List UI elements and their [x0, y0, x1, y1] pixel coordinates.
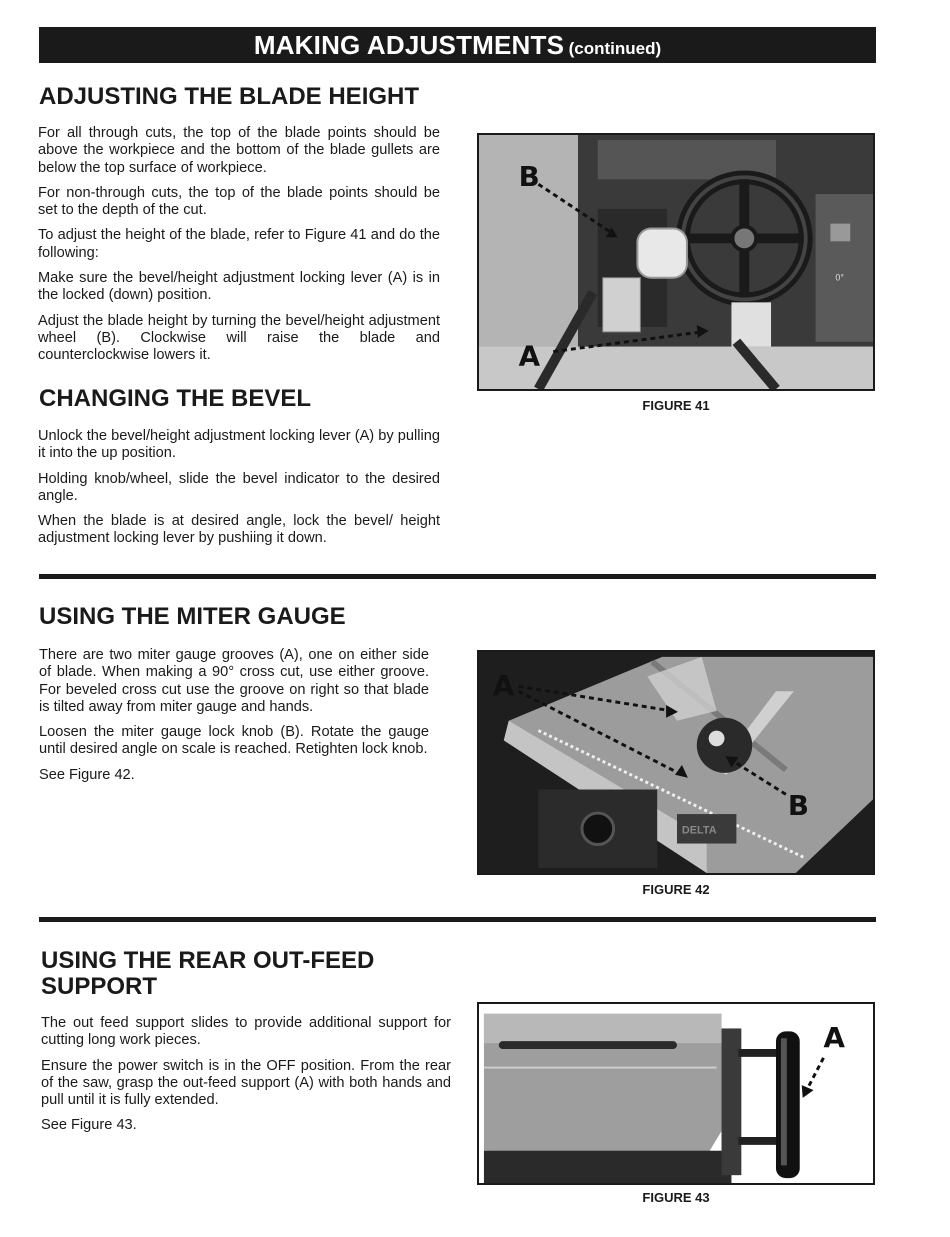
figure-42-image [477, 650, 875, 875]
outfeed-heading-line-1: USING THE REAR OUT-FEED [41, 947, 375, 974]
paragraph: See Figure 42. [39, 766, 135, 783]
callout-a-label: A [823, 1022, 845, 1054]
paragraph: For non-through cuts, the top of the blade points should be set to the depth of the cut. [38, 184, 440, 219]
table-saw-miter-gauge-photo [479, 652, 873, 873]
paragraph: There are two miter gauge grooves (A), one on either side of blade. When making a 90° cross cut, use either groove. For beveled cross cut use the groove on right so that blade is tilted away from miter gauge and hands. [39, 647, 429, 715]
paragraph: To adjust the height of the blade, refer to Figure 41 and do the following: [38, 227, 440, 261]
blade-height-heading: ADJUSTING THE BLADE HEIGHT [39, 83, 420, 110]
banner-title: MAKING ADJUSTMENTS [253, 30, 565, 60]
paragraph: Loosen the miter gauge lock knob (B). Rotate the gauge until desired angle on scale is reached. Retighten lock knob. [39, 724, 429, 758]
section-banner [39, 27, 876, 63]
paragraph: The out feed support slides to provide additional support for cutting long work pieces. [41, 1015, 451, 1049]
callout-a-label: A [492, 669, 515, 703]
callout-a-label: A [518, 339, 541, 373]
paragraph: Ensure the power switch is in the OFF position. From the rear of the saw, grasp the out-feed support (A) with both hands and pull until it is fully extended. [41, 1057, 451, 1109]
callout-b-label: B [787, 789, 809, 823]
section-divider [39, 574, 876, 579]
paragraph: Adjust the blade height by turning the bevel/height adjustment wheel (B). Clockwise will raise the blade and counterclockwise lowers it. [38, 312, 440, 364]
paragraph: See Figure 43. [41, 1117, 137, 1134]
miter-gauge-heading: USING THE MITER GAUGE [39, 603, 346, 630]
paragraph: When the blade is at desired angle, lock the bevel/ height adjustment locking lever by pushiing it down. [38, 513, 440, 547]
figure-43-caption: FIGURE 43 [642, 1190, 710, 1205]
bevel-text [38, 428, 440, 556]
paragraph: Unlock the bevel/height adjustment locking lever (A) by pulling it into the up position. [38, 428, 440, 462]
table-saw-outfeed-support-photo [479, 1004, 873, 1183]
blade-height-text [38, 125, 440, 373]
dial-text: 0° [835, 272, 844, 283]
figure-41-caption: FIGURE 41 [642, 398, 710, 413]
figure-42-caption: FIGURE 42 [642, 882, 710, 897]
paragraph: For all through cuts, the top of the blade points should be above the workpiece and the bottom of the blade gullets are below the top surface of workpiece. [38, 125, 440, 176]
paragraph: Make sure the bevel/height adjustment locking lever (A) is in the locked (down) position. [38, 270, 440, 304]
outfeed-heading [41, 948, 374, 1000]
miter-gauge-text [39, 647, 429, 792]
table-saw-blade-height-photo [479, 135, 873, 389]
outfeed-text [41, 1015, 451, 1143]
section-divider [39, 917, 876, 922]
figure-41-image [477, 133, 875, 391]
bevel-heading: CHANGING THE BEVEL [39, 385, 312, 412]
figure-43-image [477, 1002, 875, 1185]
brand-logo-text: DELTA [681, 824, 717, 837]
outfeed-heading-line-2: SUPPORT [41, 973, 158, 1000]
paragraph: Holding knob/wheel, slide the bevel indicator to the desired angle. [38, 470, 440, 504]
callout-b-label: B [518, 160, 540, 194]
banner-subtitle: (continued) [568, 39, 662, 58]
